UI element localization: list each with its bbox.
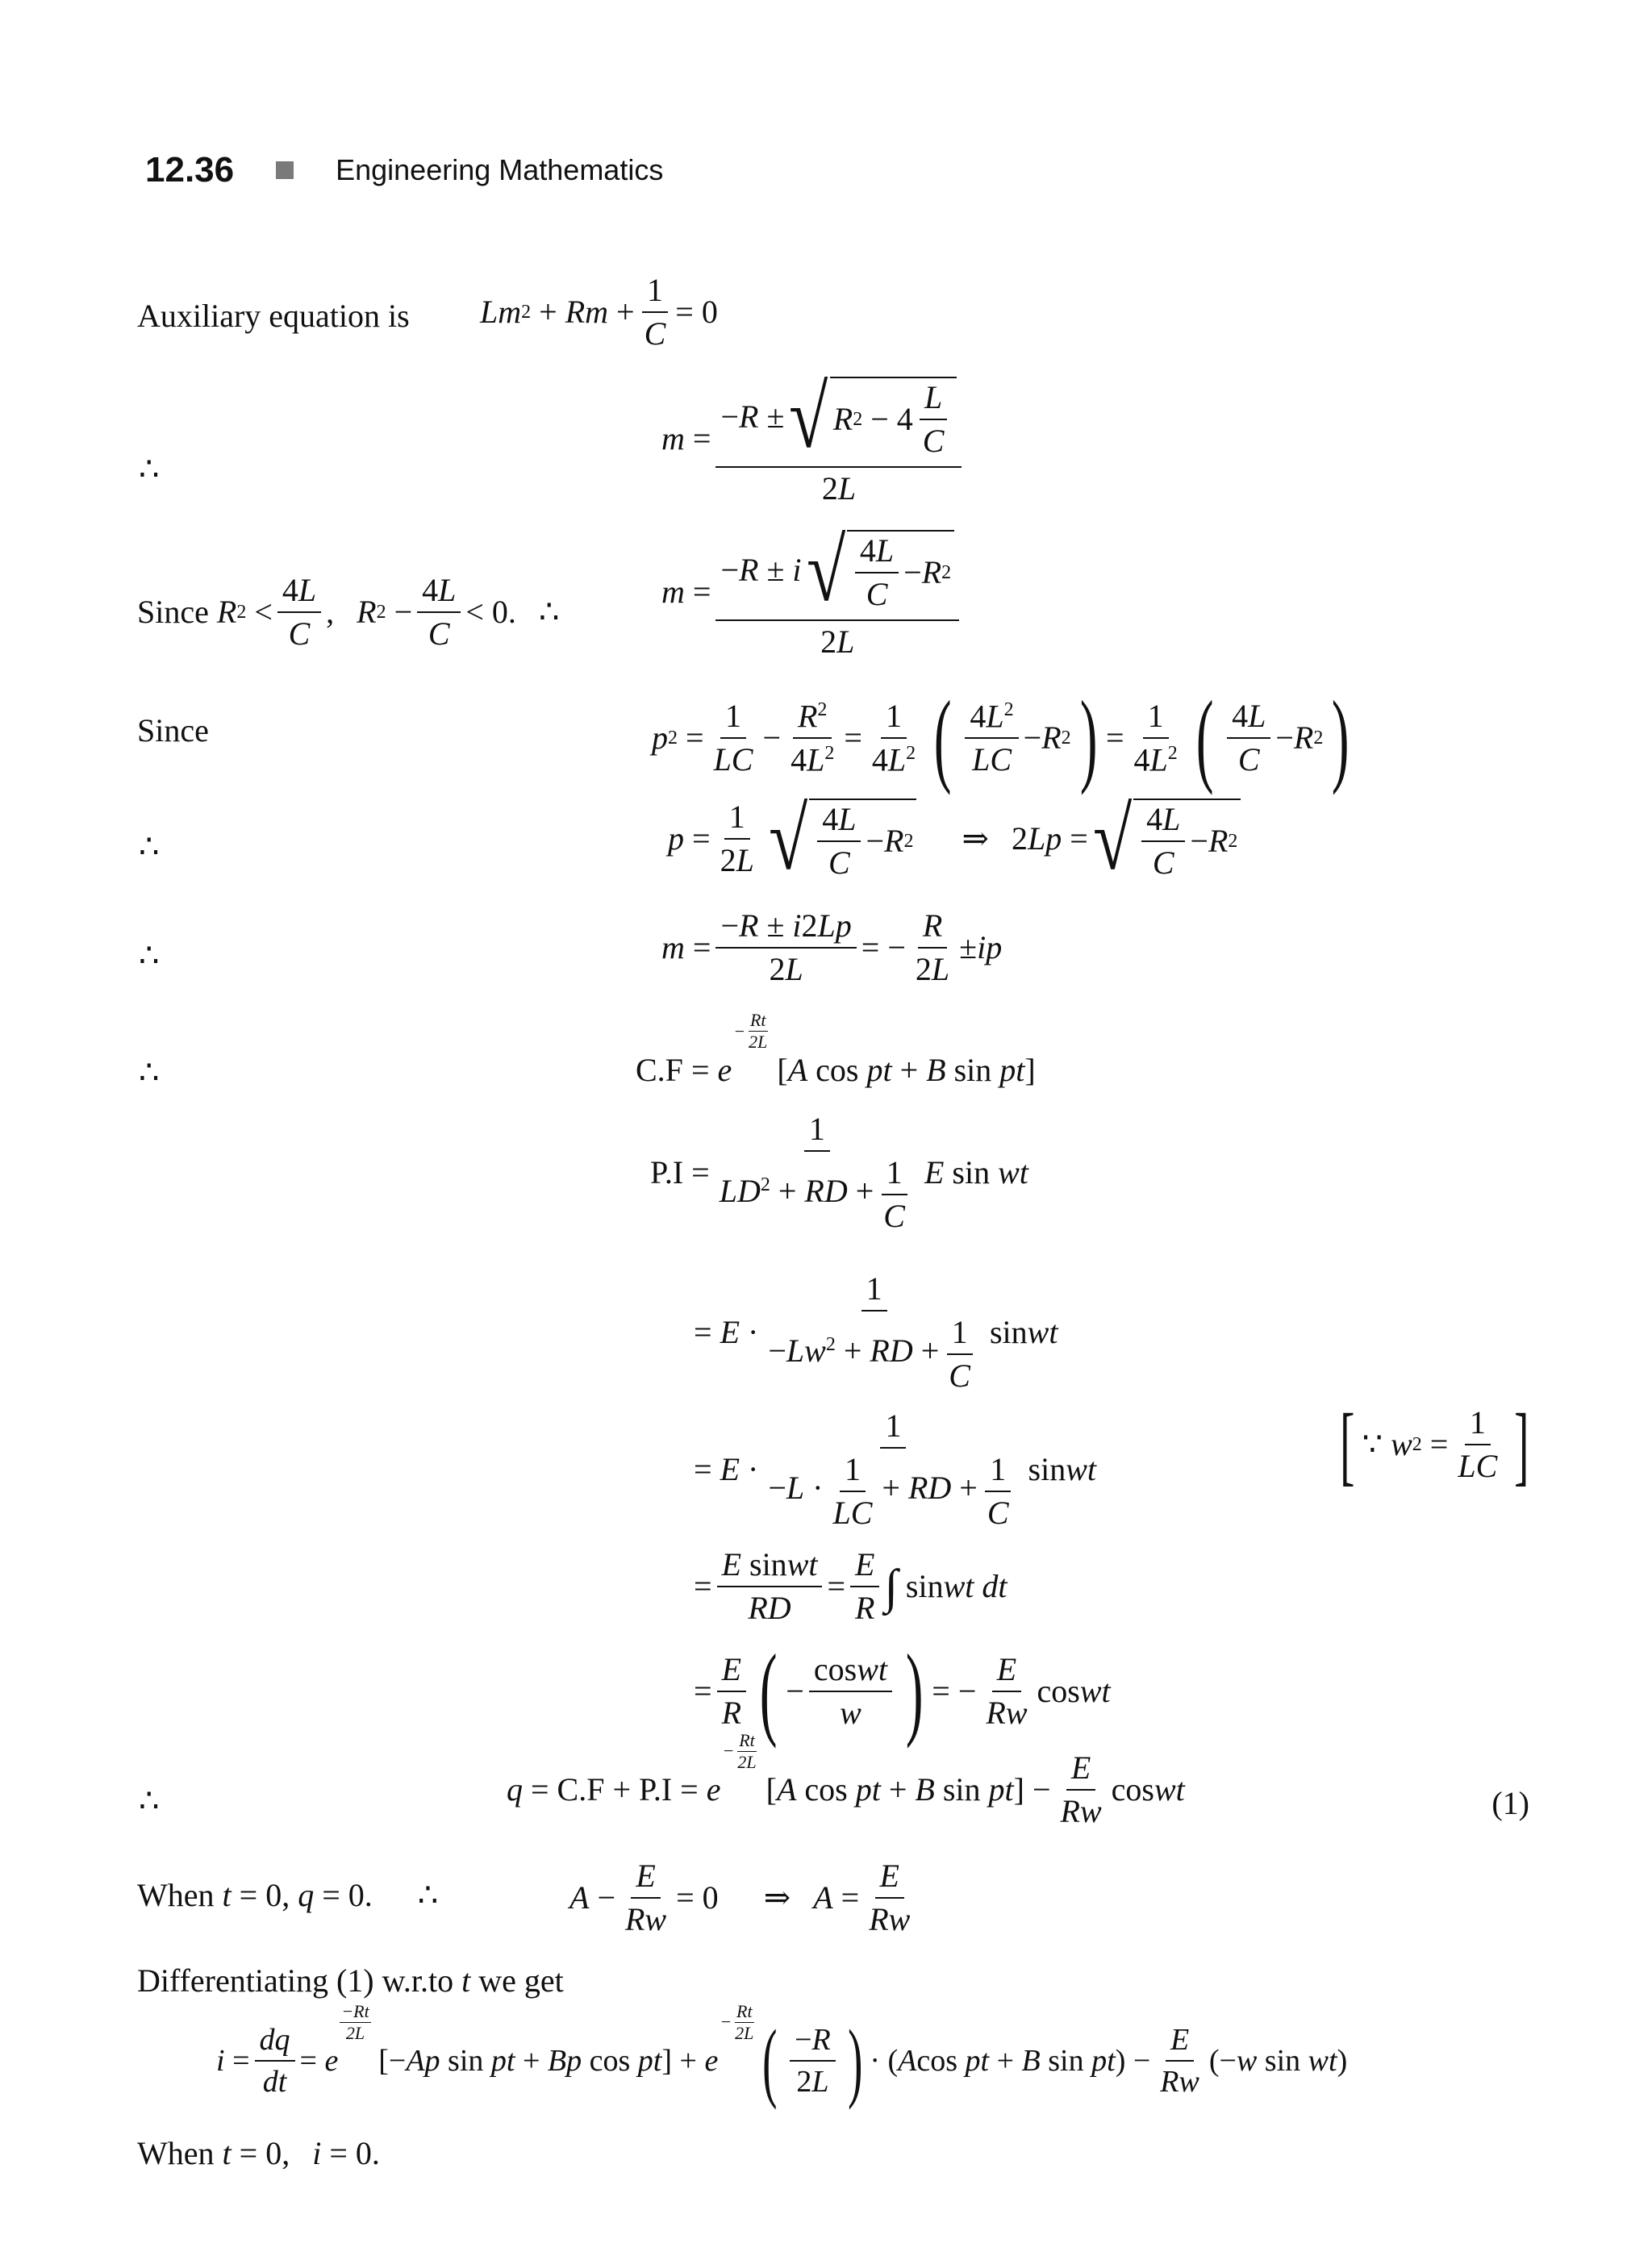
aux-label: Auxiliary equation is <box>137 298 410 334</box>
equation-number: (1) <box>1491 1785 1529 1821</box>
cf-label: C.F <box>636 1051 683 1088</box>
pi-label: P.I <box>650 1154 684 1191</box>
page-number: 12.36 <box>145 150 235 190</box>
root-equation-2: m = − R ± i √ $\frac{4L}{C}$ − R 2 2L <box>661 526 964 658</box>
when-label-2: When <box>137 2135 215 2171</box>
differentiating-line: Differentiating (1) w.r.to t we get <box>137 1962 564 1999</box>
therefore-4: ∴ <box>139 1054 160 1090</box>
q-equation: q = C.F + P.I = e − $\frac{Rt}{2L}$ [ A cos pt + B sin pt ] − $\frac{E}{Rw}$ cos wt <box>507 1729 1185 1829</box>
p-squared-equation: p 2 = $\frac{1}{LC}$ − $\frac{R^2}{4L^2}$ = $\frac{1}{4L^2}$ ( $\frac{4L^2}{LC}$ − R 2 ) = $\frac{1}{4L^2}$ ( $\frac{4L}{C}$ − R 2 ) <box>652 680 1350 796</box>
current-equation: i = $\frac{dq}{dt}$ = e $\frac{-Rt}{2L}$ [− Ap sin pt + Bp cos pt ] + e − $\frac{Rt}{2L}$ ( $\frac{-R}{2L}$ ) · ( A cos pt + B sin pt ) − $\frac{E}{Rw}$ (− w sin wt ) <box>216 2000 1348 2110</box>
aux-equation: Lm 2 + Rm + $\frac{1}{C}$ = 0 <box>480 272 718 352</box>
pi-step-2: = E · 1 −L · $\frac{1}{LC}$ + RD + $\frac{1}{C}$ sin wt <box>694 1407 1097 1531</box>
root-equation-1: m = − R ± √ R 2 − 4 $\frac{L}{C}$ 2L <box>661 373 966 505</box>
diff-text: Differentiating (1) w.r.to <box>137 1962 454 1999</box>
initial-condition-i: When t = 0, i = 0. <box>137 2135 380 2171</box>
pi-step-3: = $\frac{\text{E sinwt}}{RD}$ = $\frac{E}{R}$ ∫ sin wt dt <box>694 1546 1007 1626</box>
book-title: Engineering Mathematics <box>336 153 664 186</box>
p-equation: p = $\frac{1}{2L}$ √ $\frac{4L}{C}$ − R 2 ⇒ 2 Lp = √ $\frac{4L}{C}$ − R 2 <box>668 794 1241 883</box>
root-equation-3: m = $\frac{-R \pm i2Lp}{2L}$ = − $\frac{R}{2L}$ ± ip <box>661 907 1003 987</box>
initial-condition-q: When t = 0, q = 0. ∴ <box>137 1877 439 1913</box>
since-condition: Since R 2 < $\frac{4L}{C}$ , R 2 − $\frac{4L}{C}$ < 0. ∴ <box>137 572 560 652</box>
therefore-1: ∴ <box>139 451 160 487</box>
since-prefix: Since <box>137 594 209 630</box>
pi-step-4: = $\frac{E}{R}$ ( − $\frac{\text{coswt}}{w}$ ) = − $\frac{E}{Rw}$ cos wt <box>694 1633 1111 1749</box>
since-label: Since <box>137 712 209 749</box>
therefore-5: ∴ <box>139 1783 160 1819</box>
therefore-3: ∴ <box>139 937 160 974</box>
cf-equation: C.F = e − $\frac{Rt}{2L}$ [ A cos pt + B sin pt ] <box>636 1010 1036 1088</box>
therefore-2: ∴ <box>139 828 160 865</box>
pi-step-1: = E · 1 $-Lw^2$ + RD + $\frac{1}{C}$ sin wt <box>694 1270 1058 1394</box>
page-header <box>145 150 663 190</box>
when-label-1: When <box>137 1877 215 1913</box>
diff-tail: we get <box>478 1962 564 1999</box>
pi-equation: P.I = 1 $LD^2$ + RD + $\frac{1}{C}$ E sin wt <box>650 1111 1028 1234</box>
header-square-icon <box>276 161 294 179</box>
because-note: [ ∵ w 2 = $\frac{1}{LC}$ ] <box>1340 1395 1529 1494</box>
a-equation: A − $\frac{E}{Rw}$ = 0 ⇒ A = $\frac{E}{Rw}$ <box>569 1858 911 1937</box>
